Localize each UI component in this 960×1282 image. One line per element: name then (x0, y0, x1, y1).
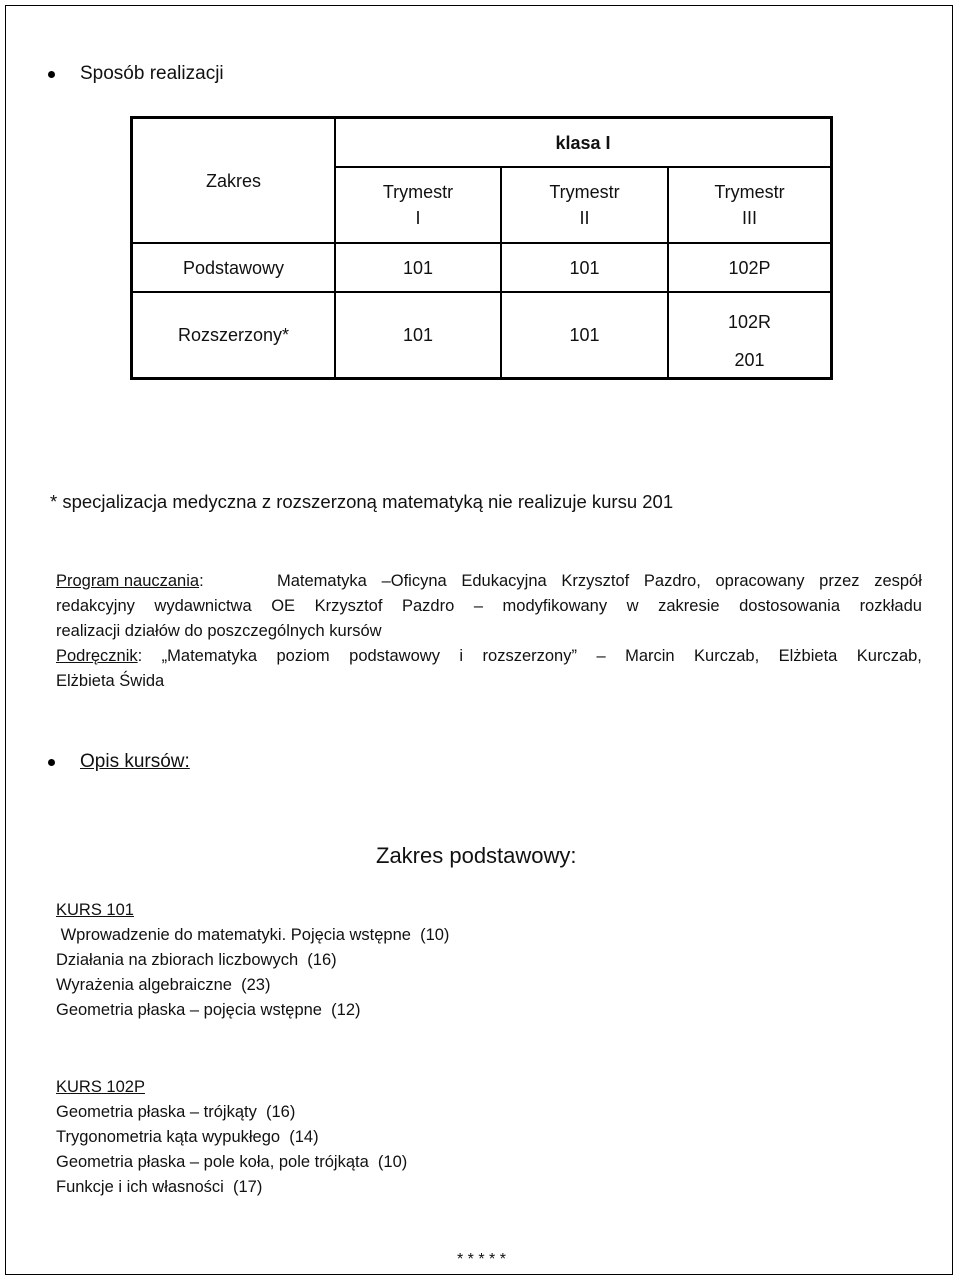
list-item: Wyrażenia algebraiczne (23) (56, 976, 271, 994)
program-label: Program nauczania (56, 572, 200, 590)
list-item: Funkcje i ich własności (17) (56, 1178, 263, 1196)
row-extended-t2: 101 (569, 325, 600, 345)
course-101 (56, 898, 449, 1023)
end-mark: * * * * * (457, 1251, 506, 1268)
row-extended-t1: 101 (402, 325, 434, 345)
program-paragraph (56, 569, 922, 694)
list-item: Geometria płaska – trójkąty (16) (56, 1103, 296, 1121)
textbook-line-2: Elżbieta Świda (56, 672, 165, 690)
bullet-icon (48, 759, 55, 766)
bullet-icon (48, 71, 55, 78)
section-title-realization: Sposób realizacji (80, 63, 224, 84)
textbook-line-1: Podręcznik: „Matematyka poziom podstawowy i rozszerzony” – Marcin Kurczab, Elżbieta Kurczab, (56, 647, 922, 665)
course-102p (56, 1075, 407, 1200)
list-item: Geometria płaska – pojęcia wstępne (12) (56, 1001, 361, 1019)
row-basic-t2: 101 (569, 258, 600, 278)
row-basic-t3: 102P (728, 258, 771, 278)
header-trimester-2: Trymestr II (549, 182, 620, 228)
header-scope: Zakres (205, 171, 261, 191)
section-title-courses: Opis kursów: (80, 751, 190, 772)
list-item: Wprowadzenie do matematyki. Pojęcia wstępne (10) (56, 926, 450, 944)
course-102p-title: KURS 102P (56, 1078, 145, 1096)
row-extended-name: Rozszerzony* (177, 325, 290, 345)
header-trimester-3: Trymestr III (714, 182, 785, 228)
list-item: Działania na zbiorach liczbowych (16) (56, 951, 337, 969)
footnote: * specjalizacja medyczna z rozszerzoną matematyką nie realizuje kursu 201 (50, 491, 674, 512)
table-divider (334, 166, 830, 168)
row-basic-name: Podstawowy (182, 258, 285, 278)
list-item: Geometria płaska – pole koła, pole trójkąta (10) (56, 1153, 408, 1171)
program-line-2: redakcyjny wydawnictwa OE Krzysztof Pazdro – modyfikowany w zakresie dostosowania rozkładu (56, 597, 922, 615)
table-divider (133, 291, 830, 293)
course-101-title: KURS 101 (56, 901, 134, 919)
list-item: Trygonometria kąta wypukłego (14) (56, 1128, 319, 1146)
header-class: klasa I (555, 133, 611, 153)
header-trimester-1: Trymestr I (382, 182, 454, 228)
schedule-table (130, 116, 833, 380)
row-extended-t3: 102R 201 (727, 312, 772, 370)
program-line-1: Program nauczania: Matematyka –Oficyna Edukacyjna Krzysztof Pazdro, opracowany przez zespół (56, 572, 922, 590)
table-divider (133, 242, 830, 244)
scope-heading: Zakres podstawowy: (376, 843, 577, 868)
textbook-label: Podręcznik (56, 647, 138, 665)
row-basic-t1: 101 (402, 258, 434, 278)
program-line-3: realizacji działów do poszczególnych kursów (56, 622, 382, 640)
